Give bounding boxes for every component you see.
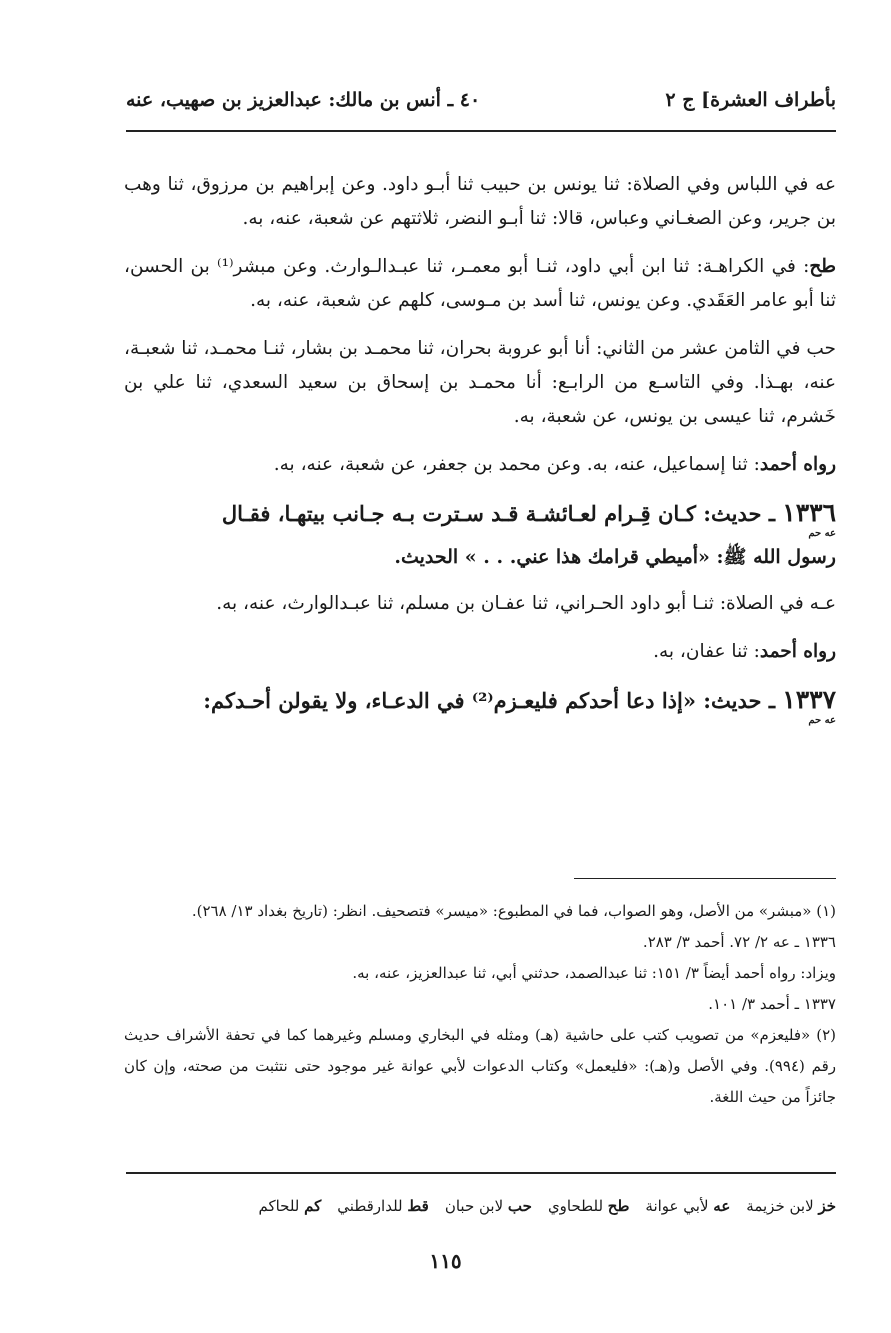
abbreviation-code: طح	[607, 1197, 630, 1215]
hadith-number: ١٣٣٦	[782, 498, 836, 527]
source-siglum: طح	[809, 256, 837, 277]
abbreviations-rule	[126, 1172, 836, 1174]
abbreviation-code: خز	[818, 1197, 836, 1215]
hadith-text: ـ حديث: كـان قِـرام لعـائشـة قـد سـترت بـه جـانب بيتهـا، فقـال	[221, 501, 775, 526]
source-siglum: رواه أحمد	[759, 641, 836, 662]
abbreviation-name: للطحاوي	[547, 1197, 604, 1215]
hadith-number: ١٣٣٧	[782, 685, 836, 714]
paragraph-text: حب في الثامن عشر من الثاني: أنا أبو عروبة بحران، ثنا محمـد بن بشار، ثنـا محمـد، ثنا شعبـة، عنه، بهـذا. وفي التاسـع من الرابـع: أنا محمـد بن إسحاق بن سعيد السعدي، ثنا علي بن خَشرم، ثنا عيسى بن يونس، عن شعبة، به.	[124, 338, 836, 427]
abbreviation-name: لابن حبان	[444, 1197, 504, 1215]
book-title: بأطراف العشرة] ج ٢	[665, 89, 836, 111]
footnote: (٢) «فليعزم» من تصويب كتب على حاشية (هـ) ومثله في البخاري ومسلم وغيرهما كما في تحفة الأشراف حديث رقم (٩٩٤). وفي الأصل و(هـ): «فليعمل» وكتاب الدعوات لأبي عوانة غير موجود حتى نتثبت من صحته، وإن كان جائزاً من حيث اللغة.	[124, 1026, 836, 1106]
abbreviation-code: عه	[713, 1197, 731, 1215]
paragraph-text: عـه في الصلاة: ثنـا أبو داود الحـراني، ثنا عفـان بن مسلم، ثنا عبـدالوارث، عنه، به.	[216, 593, 836, 614]
hadith-text: ـ حديث: «إذا دعا أحدكم فليعـزم⁽²⁾ في الدعـاء، ولا يقولن أحـدكم:	[203, 688, 775, 713]
footnote-rule	[574, 878, 836, 879]
running-header	[126, 82, 836, 118]
paragraph-text: : ثنا عفان، به.	[653, 641, 760, 662]
source-siglum: رواه أحمد	[759, 454, 836, 475]
abbreviation-name: للدارقطني	[337, 1197, 403, 1215]
footnote: ويزاد: رواه أحمد أيضاً ٣/ ١٥١: ثنا عبدالصمد، حدثني أبي، ثنا عبدالعزيز، عنه، به.	[352, 964, 836, 982]
paragraph	[124, 587, 836, 621]
abbreviation-name: لابن خزيمة	[746, 1197, 814, 1215]
footnotes	[124, 896, 836, 1113]
paragraph	[124, 635, 836, 669]
abbreviation-item	[645, 1192, 730, 1220]
paragraph	[124, 332, 836, 434]
paragraph-text: : في الكراهـة: ثنا ابن أبي داود، ثنـا أبو معمـر، ثنا عبـدالـوارث. وعن مبشر⁽¹⁾ بن الحسن، ثنا أبو عامر العَقَدي. وعن يونس، ثنا أسد بن مـوسى، كلهم عن شعبة، عنه، به.	[124, 256, 836, 311]
paragraph	[124, 168, 836, 236]
abbreviation-name: للحاكم	[258, 1197, 300, 1215]
header-rule	[126, 130, 836, 132]
abbreviation-key	[120, 1192, 836, 1220]
page-number: ١١٥	[429, 1249, 462, 1273]
abbreviation-code: كم	[304, 1197, 322, 1215]
abbreviation-code: قط	[407, 1197, 429, 1215]
hadith-sigla: عه حم	[808, 715, 836, 726]
paragraph	[124, 250, 836, 318]
hadith-sigla: عه حم	[808, 528, 836, 539]
footnote: ١٣٣٦ ـ عه ٢/ ٧٢. أحمد ٣/ ٢٨٣.	[642, 933, 836, 951]
hadith-continuation: رسول الله ﷺ: «أميطي قرامك هذا عني. . . » الحديث.	[394, 546, 836, 568]
footnote: (١) «مبشر» من الأصل، وهو الصواب، فما في المطبوع: «ميسر» فتصحيف. انظر: (تاريخ بغداد ١٣/ ٢٦٨).	[191, 902, 836, 920]
abbreviation-item	[337, 1192, 429, 1220]
abbreviation-item	[445, 1192, 532, 1220]
paragraph-text: عه في اللباس وفي الصلاة: ثنا يونس بن حبيب ثنا أبـو داود. وعن إبراهيم بن مرزوق، ثنا وهب بن جرير، وعن الصغـاني وعباس، قالا: ثنا أبـو النضر، ثلاثتهم عن شعبة، عنه، به.	[124, 174, 836, 229]
abbreviation-name: لأبي عوانة	[645, 1197, 709, 1215]
abbreviation-item	[258, 1192, 321, 1220]
footnote: ١٣٣٧ ـ أحمد ٣/ ١٠١.	[708, 995, 836, 1013]
abbreviation-code: حب	[507, 1197, 532, 1215]
abbreviation-item	[746, 1192, 836, 1220]
main-text	[124, 168, 836, 728]
paragraph-text: : ثنا إسماعيل، عنه، به. وعن محمد بن جعفر، عن شعبة، عنه، به.	[273, 454, 760, 475]
chapter-heading: ٤٠ ـ أنس بن مالك: عبدالعزيز بن صهيب، عنه	[126, 89, 481, 111]
hadith-heading	[124, 683, 836, 726]
hadith-heading	[124, 496, 836, 539]
paragraph	[124, 448, 836, 482]
abbreviation-item	[548, 1192, 629, 1220]
